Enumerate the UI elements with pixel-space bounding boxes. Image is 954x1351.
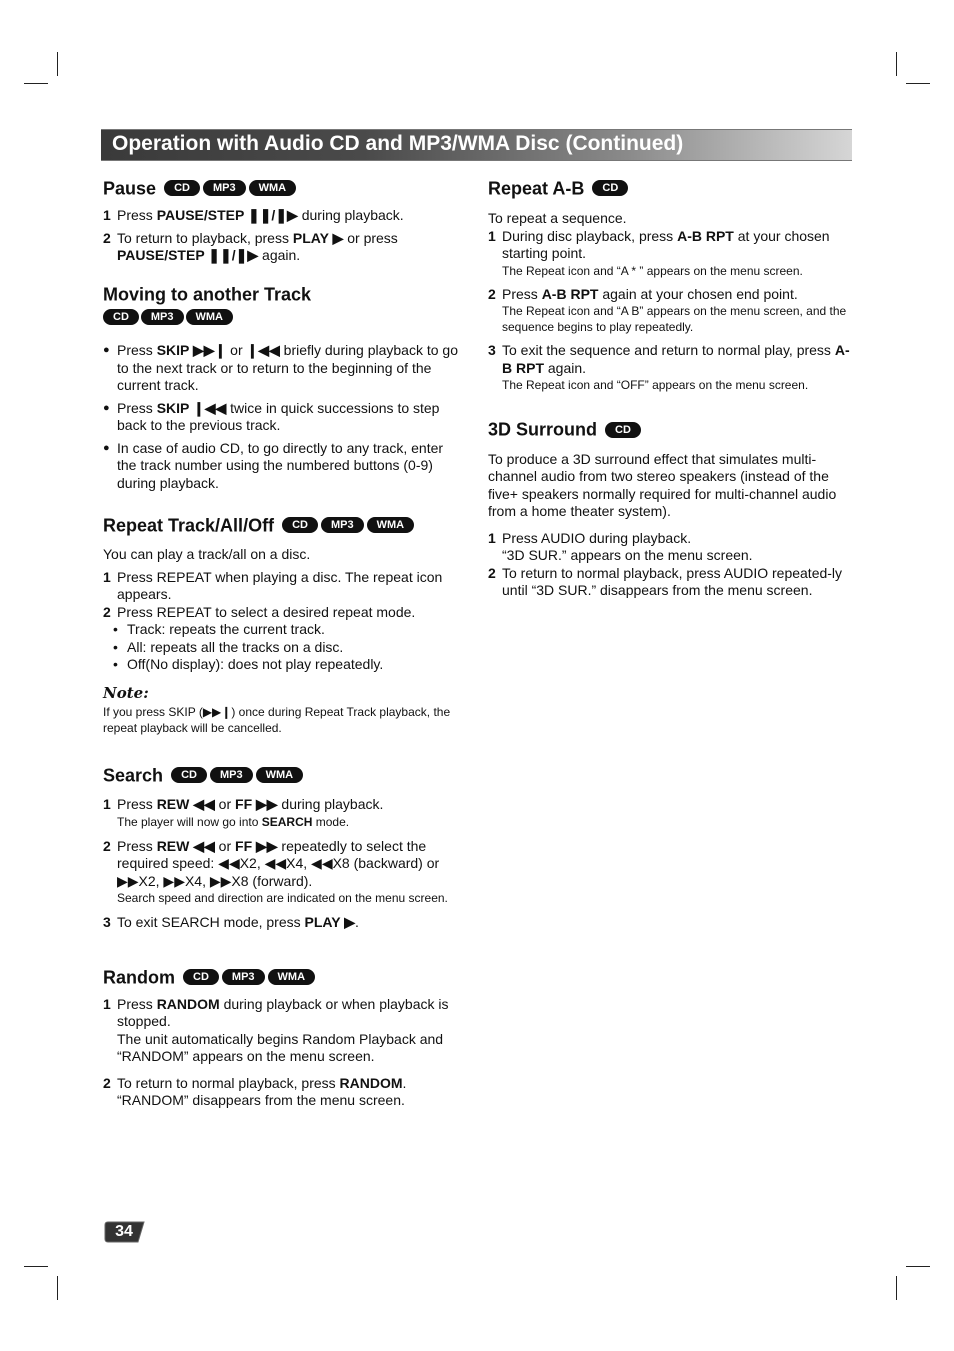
section-heading: Search — [103, 765, 164, 785]
crop-mark — [24, 83, 48, 84]
section-heading: Repeat Track/All/Off — [103, 515, 275, 536]
mode-item: • Off(No display): does not play repeatedly. — [103, 656, 465, 674]
badge-cd: CD — [164, 180, 200, 196]
badge-cd: CD — [183, 969, 219, 985]
badge-mp3: MP3 — [321, 517, 364, 533]
search-section — [103, 763, 465, 932]
note-heading: Note: — [103, 683, 149, 702]
repeat-ab-section — [488, 176, 852, 393]
badge-mp3: MP3 — [141, 309, 184, 325]
crop-mark — [906, 83, 930, 84]
crop-mark — [906, 1266, 930, 1267]
badge-cd: CD — [605, 422, 641, 438]
bullet-item: ● Press SKIP ❙◀◀ twice in quick successions to step back to the previous track. — [103, 400, 465, 435]
section-heading: Repeat A-B — [488, 178, 585, 199]
intro-text: To produce a 3D surround effect that simulates multi-channel audio from two stereo speakers (instead of the five+ speakers normally required for multi-channel audio from a home theater system). — [488, 450, 837, 519]
badge-mp3: MP3 — [222, 969, 265, 985]
badge-wma: WMA — [367, 517, 415, 533]
section-heading: Pause — [103, 178, 157, 199]
step-item: 2 To return to normal playback, press AUDIO repeated-ly until “3D SUR.” disappears from the menu screen. — [488, 564, 843, 598]
crop-mark — [896, 1276, 897, 1300]
step-item: 2 To return to normal playback, press RANDOM. “RANDOM” disappears from the menu screen. — [103, 1074, 407, 1109]
step-item: 2 To return to playback, press PLAY ▶ or press PAUSE/STEP ❚❚/❚▶ again. — [103, 229, 398, 264]
section-heading: Random — [103, 966, 175, 987]
step-item: 2 Press A-B RPT again at your chosen end point. The Repeat icon and “A B” appears on the menu screen, and the sequence begins to play repeatedly. — [488, 285, 847, 335]
step-item: 2 Press REW ◀◀ or FF ▶▶ repeatedly to select the required speed: ◀◀X2, ◀◀X4, ◀◀X8 (backward) or ▶▶X2, ▶▶X4, ▶▶X8 (forward). Search speed and direction are indicated on the menu screen. — [103, 837, 448, 905]
crop-mark — [896, 52, 897, 76]
page-title: Operation with Audio CD and MP3/WMA Disc (Continued) — [112, 132, 684, 155]
step-item: 1 Press REPEAT when playing a disc. The repeat icon appears. — [103, 568, 443, 603]
badge-mp3: MP3 — [203, 180, 246, 196]
page-number-badge — [104, 1221, 145, 1243]
section-heading: 3D Surround — [488, 419, 598, 440]
step-item: 1 Press RANDOM during playback or when playback is stopped. The unit automatically begins Random Playback and “RANDOM” appears on the menu screen. — [103, 995, 449, 1065]
pause-section — [103, 176, 465, 265]
intro-text: You can play a track/all on a disc. — [103, 546, 311, 563]
right-column — [488, 176, 852, 600]
repeat-section — [103, 513, 465, 736]
badge-cd: CD — [171, 767, 207, 783]
mode-item: • All: repeats all the tracks on a disc. — [103, 639, 465, 657]
badge-wma: WMA — [186, 309, 234, 325]
left-column — [103, 176, 465, 1110]
badge-cd: CD — [103, 309, 139, 325]
crop-mark — [57, 1276, 58, 1300]
surround-section — [488, 417, 852, 599]
random-section — [103, 965, 465, 1110]
badge-wma: WMA — [249, 180, 297, 196]
section-heading: Moving to another Track — [103, 284, 312, 304]
step-item: 1 Press REW ◀◀ or FF ▶▶ during playback. The player will now go into SEARCH mode. — [103, 796, 384, 829]
step-item: 3 To exit the sequence and return to normal play, press A-B RPT again. The Repeat icon and “OFF” appears on the menu screen. — [488, 342, 850, 393]
crop-mark — [24, 1266, 48, 1267]
step-item: 1 Press AUDIO during playback. “3D SUR.” appears on the menu screen. — [488, 529, 753, 563]
badge-wma: WMA — [268, 969, 316, 985]
mode-item: • Track: repeats the current track. — [103, 621, 465, 639]
page-number: 34 — [115, 1223, 133, 1240]
bullet-item: ● In case of audio CD, to go directly to any track, enter the track number using the numbered buttons (0-9) during playback. — [103, 440, 465, 493]
step-item: 1 Press PAUSE/STEP ❚❚/❚▶ during playback. — [103, 207, 404, 224]
badge-wma: WMA — [256, 767, 304, 783]
moving-section — [103, 282, 465, 492]
badge-cd: CD — [282, 517, 318, 533]
intro-text: To repeat a sequence. — [488, 210, 627, 227]
step-item: 2 Press REPEAT to select a desired repeat mode. — [103, 603, 416, 620]
badge-cd: CD — [592, 180, 628, 196]
step-item: 1 During disc playback, press A-B RPT at your chosen starting point. The Repeat icon and “A * ” appears on the menu screen. — [488, 227, 830, 278]
step-item: 3 To exit SEARCH mode, press PLAY ▶. — [103, 914, 359, 930]
crop-mark — [57, 52, 58, 76]
note-text: If you press SKIP (▶▶❙) once during Repeat Track playback, the repeat playback will be cancelled. — [103, 704, 451, 735]
bullet-item: ● Press SKIP ▶▶❙ or ❙◀◀ briefly during playback to go to the next track or to return to the beginning of the current track. — [103, 342, 465, 395]
section-banner — [101, 129, 852, 161]
badge-mp3: MP3 — [210, 767, 253, 783]
